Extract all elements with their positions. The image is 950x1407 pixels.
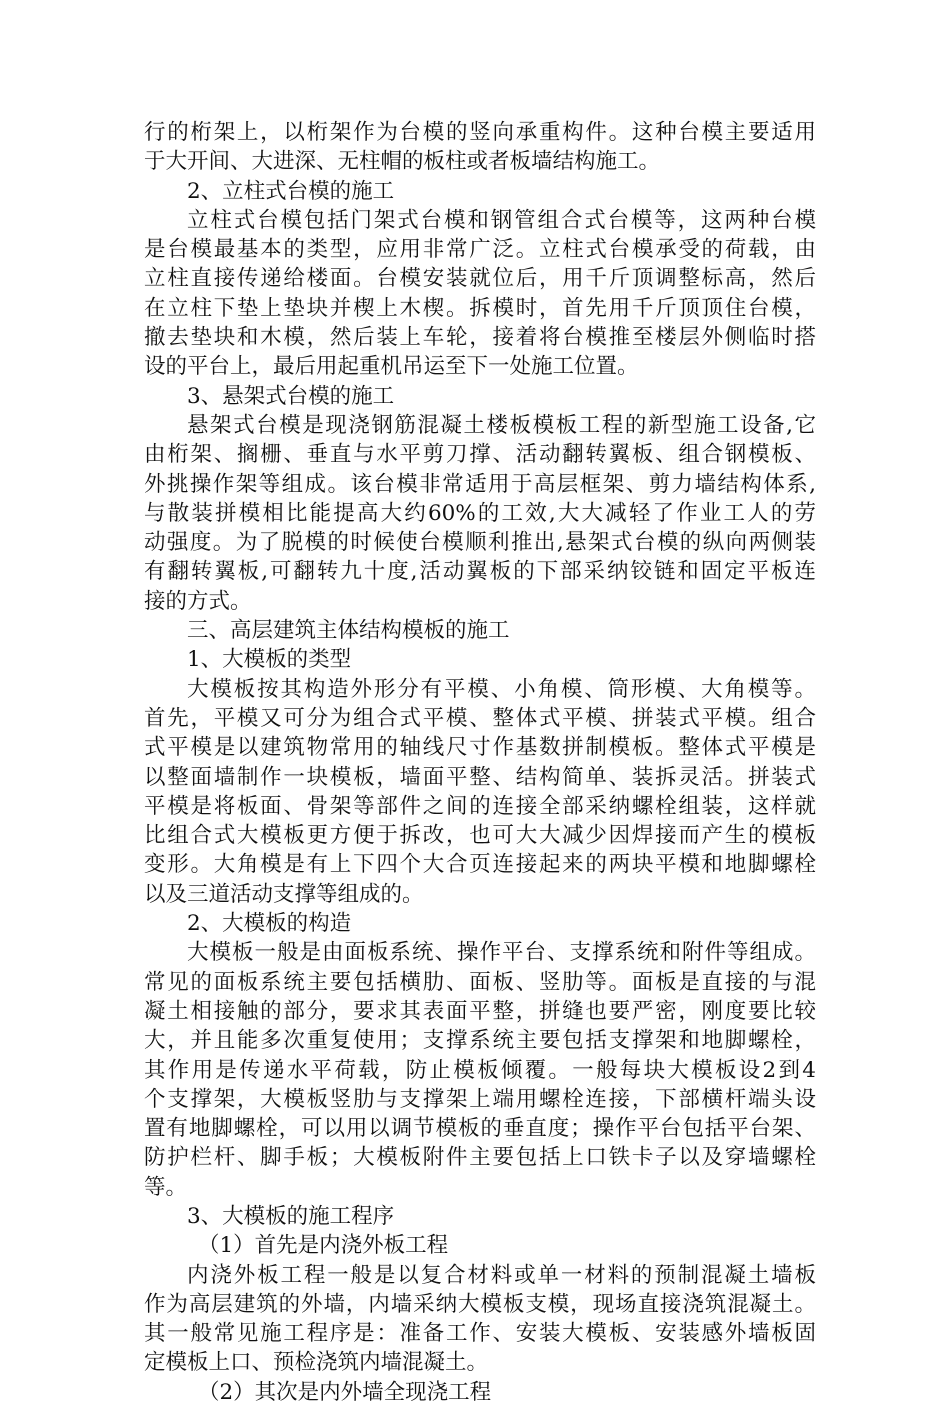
text-line: 是台模最基本的类型，应用非常广泛。立柱式台模承受的荷载，由 xyxy=(144,237,816,263)
text-line: 三、高层建筑主体结构模板的施工 xyxy=(187,618,510,644)
text-line: 首先，平模又可分为组合式平模、整体式平模、拼装式平模。组合 xyxy=(144,705,816,731)
text-line: 接的方式。 xyxy=(144,588,252,614)
text-line: 防护栏杆、脚手板；大模板附件主要包括上口铁卡子以及穿墙螺栓 xyxy=(144,1145,816,1171)
text-line: 常见的面板系统主要包括横肋、面板、竖肋等。面板是直接的与混 xyxy=(144,969,816,995)
text-line: 1、大模板的类型 xyxy=(187,647,352,673)
text-line: 平模是将板面、骨架等部件之间的连接全部采纳螺栓组装，这样就 xyxy=(144,793,816,819)
text-line: 大，并且能多次重复使用；支撑系统主要包括支撑架和地脚螺栓， xyxy=(144,1028,816,1054)
text-line: 式平模是以建筑物常用的轴线尺寸作基数拼制模板。整体式平模是 xyxy=(144,735,816,761)
text-line: 在立柱下垫上垫块并楔上木楔。拆模时，首先用千斤顶顶住台模， xyxy=(144,295,816,321)
text-line: 其一般常见施工程序是：准备工作、安装大模板、安装感外墙板固 xyxy=(144,1321,816,1347)
text-line: 定模板上口、预检浇筑内墙混凝土。 xyxy=(144,1350,489,1376)
text-line: 大模板一般是由面板系统、操作平台、支撑系统和附件等组成。 xyxy=(187,940,816,966)
text-line: 与散装拼模相比能提高大约60%的工效,大大减轻了作业工人的劳 xyxy=(144,500,816,526)
text-line: 以整面墙制作一块模板，墙面平整、结构简单、装拆灵活。拼装式 xyxy=(144,764,816,790)
text-line: 立柱式台模包括门架式台模和钢管组合式台模等，这两种台模 xyxy=(187,207,816,233)
document-body xyxy=(144,118,816,1407)
text-line: 设的平台上，最后用起重机吊运至下一处施工位置。 xyxy=(144,354,639,380)
text-line: 行的桁架上，以桁架作为台模的竖向承重构件。这种台模主要适用 xyxy=(144,120,816,145)
text-line: 撤去垫块和木模，然后装上车轮，接着将台模推至楼层外侧临时搭 xyxy=(144,325,816,351)
text-line: 其作用是传递水平荷载，防止模板倾覆。一般每块大模板设2到4 xyxy=(144,1057,816,1083)
text-line: 内浇外板工程一般是以复合材料或单一材料的预制混凝土墙板 xyxy=(187,1262,816,1288)
text-line: 立柱直接传递给楼面。台模安装就位后，用千斤顶调整标高，然后 xyxy=(144,266,816,292)
text-line: 大模板按其构造外形分有平模、小角模、筒形模、大角模等。 xyxy=(187,676,816,702)
text-line: 置有地脚螺栓，可以用以调节模板的垂直度；操作平台包括平台架、 xyxy=(144,1116,816,1142)
text-line: 有翻转翼板,可翻转九十度,活动翼板的下部采纳铰链和固定平板连 xyxy=(144,559,816,585)
text-line: 2、大模板的构造 xyxy=(187,911,352,937)
text-line: 变形。大角模是有上下四个大合页连接起来的两块平模和地脚螺栓 xyxy=(144,852,816,878)
text-line: 由桁架、搁栅、垂直与水平剪刀撑、活动翻转翼板、组合钢模板、 xyxy=(144,442,816,468)
text-line: （1）首先是内浇外板工程 xyxy=(198,1233,449,1259)
text-line: 3、悬架式台模的施工 xyxy=(187,383,395,409)
text-line: 个支撑架，大模板竖肋与支撑架上端用螺栓连接，下部横杆端头设 xyxy=(144,1086,816,1112)
text-line: （2）其次是内外墙全现浇工程 xyxy=(198,1379,492,1405)
text-line: 2、立柱式台模的施工 xyxy=(187,178,395,204)
text-line: 悬架式台模是现浇钢筋混凝土楼板模板工程的新型施工设备,它 xyxy=(187,412,816,438)
text-line: 外挑操作架等组成。该台模非常适用于高层框架、剪力墙结构体系, xyxy=(144,471,816,497)
text-line: 3、大模板的施工程序 xyxy=(187,1203,395,1229)
text-line: 比组合式大模板更方便于拆改，也可大大减少因焊接而产生的模板 xyxy=(144,823,816,849)
text-line: 作为高层建筑的外墙，内墙采纳大模板支模，现场直接浇筑混凝土。 xyxy=(144,1291,816,1317)
text-line: 以及三道活动支撑等组成的。 xyxy=(144,881,424,907)
text-line: 动强度。为了脱模的时候使台模顺利推出,悬架式台模的纵向两侧装 xyxy=(144,530,816,556)
text-line: 等。 xyxy=(144,1174,188,1200)
text-line: 凝土相接触的部分，要求其表面平整，拼缝也要严密，刚度要比较 xyxy=(144,998,816,1024)
text-line: 于大开间、大进深、无柱帽的板柱或者板墙结构施工。 xyxy=(144,149,661,175)
